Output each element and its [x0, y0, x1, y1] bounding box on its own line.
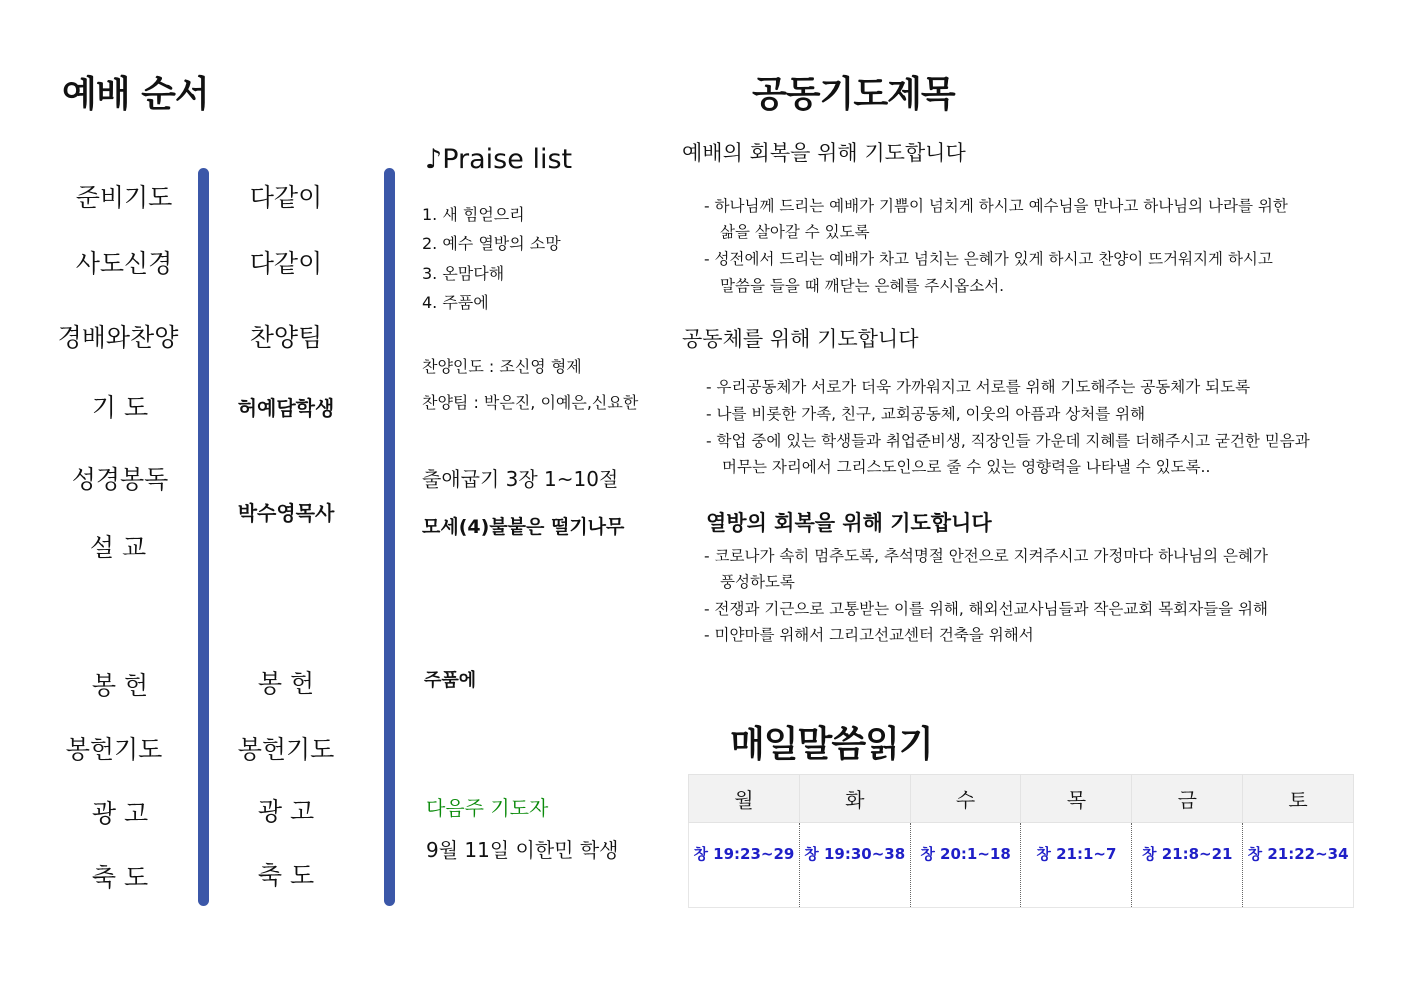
order-person-creed: 다같이 [249, 249, 323, 278]
prayer-line: - 성전에서 드리는 예배가 차고 넘치는 은혜가 있게 하시고 찬양이 뜨거워지게 하시고 [704, 250, 1273, 268]
prayer-topic-heading: 열방의 회복을 위해 기도합니다 [706, 511, 992, 535]
reading-passage: 창 19:30~38 [799, 823, 910, 908]
order-person-preacher: 박수영목사 [237, 501, 335, 525]
reading-passage: 창 21:8~21 [1132, 823, 1243, 908]
reading-day: 화 [799, 775, 910, 823]
order-label-sermon: 설 교 [89, 533, 147, 562]
reading-passage: 창 21:1~7 [1021, 823, 1132, 908]
prayer-line: 풍성하도록 [720, 573, 795, 591]
order-label-benediction: 축 도 [91, 863, 149, 892]
order-label-announcement: 광 고 [91, 799, 149, 828]
prayer-line: - 전쟁과 기근으로 고통받는 이를 위해, 해외선교사님들과 작은교회 목회자들을 위해 [704, 600, 1268, 618]
praise-item: 1. 새 힘얻으리 [422, 205, 525, 224]
order-label-praise: 경배와찬양 [57, 323, 179, 352]
order-person-praise: 찬양팀 [249, 323, 323, 352]
praise-item: 3. 온맘다해 [422, 264, 505, 283]
order-label-prayer: 기 도 [91, 393, 149, 422]
reading-day: 토 [1243, 775, 1354, 823]
prayer-line: 머무는 자리에서 그리스도인으로 줄 수 있는 영향력을 나타낼 수 있도록.. [722, 458, 1211, 476]
order-person-offering: 봉 헌 [257, 669, 315, 698]
reading-header-row [689, 775, 1354, 823]
next-week-prayer-person: 9월 11일 이한민 학생 [426, 838, 619, 862]
prayer-title: 공동기도제목 [752, 74, 955, 115]
next-week-prayer-label: 다음주 기도자 [426, 796, 549, 820]
reading-passage: 창 20:1~18 [910, 823, 1021, 908]
reading-day: 수 [910, 775, 1021, 823]
order-person-prep-prayer: 다같이 [249, 183, 323, 212]
order-label-offering: 봉 헌 [91, 671, 149, 700]
daily-reading-table [688, 774, 1354, 908]
reading-day: 월 [689, 775, 800, 823]
praise-list-title: ♪Praise list [425, 144, 573, 175]
prayer-line: - 우리공동체가 서로가 더욱 가까워지고 서로를 위해 기도해주는 공동체가 되도록 [706, 378, 1251, 396]
reading-day: 목 [1021, 775, 1132, 823]
order-title: 예배 순서 [62, 74, 209, 115]
order-label-offering-prayer: 봉헌기도 [65, 735, 163, 764]
reading-passage-row [689, 823, 1354, 908]
prayer-topic-heading: 예배의 회복을 위해 기도합니다 [682, 141, 966, 165]
prayer-line: - 하나님께 드리는 예배가 기쁨이 넘치게 하시고 예수님을 만나고 하나님의 나라를 위한 [704, 197, 1288, 215]
prayer-line: - 미얀마를 위해서 그리고선교센터 건축을 위해서 [704, 626, 1034, 644]
prayer-line: 말씀을 들을 때 깨닫는 은혜를 주시옵소서. [720, 277, 1005, 295]
prayer-line: - 학업 중에 있는 학생들과 취업준비생, 직장인들 가운데 지혜를 더해주시고 굳건한 믿음과 [706, 432, 1310, 450]
offering-song: 주품에 [424, 670, 477, 691]
prayer-topic-heading: 공동체를 위해 기도합니다 [682, 327, 919, 351]
order-person-offering-prayer: 봉헌기도 [237, 735, 335, 764]
prayer-line: 삶을 살아갈 수 있도록 [720, 223, 870, 241]
order-person-benediction: 축 도 [257, 861, 315, 890]
praise-team: 찬양팀 : 박은진, 이예은,신요한 [422, 393, 639, 412]
order-label-scripture: 성경봉독 [71, 465, 169, 494]
scripture-reference: 출애굽기 3장 1~10절 [422, 467, 619, 491]
praise-item: 2. 예수 열방의 소망 [422, 234, 561, 253]
order-person-announcement: 광 고 [257, 797, 315, 826]
order-label-prep-prayer: 준비기도 [75, 183, 173, 212]
order-divider-right [384, 168, 395, 906]
daily-reading-title: 매일말씀읽기 [730, 724, 933, 765]
order-person-prayer: 허예담학생 [237, 396, 335, 420]
order-label-creed: 사도신경 [75, 249, 173, 278]
reading-day: 금 [1132, 775, 1243, 823]
reading-passage: 창 19:23~29 [689, 823, 800, 908]
prayer-line: - 나를 비롯한 가족, 친구, 교회공동체, 이웃의 아픔과 상처를 위해 [706, 405, 1146, 423]
praise-leader: 찬양인도 : 조신영 형제 [422, 357, 582, 376]
praise-item: 4. 주품에 [422, 293, 489, 312]
sermon-title: 모세(4)불붙은 떨기나무 [422, 516, 625, 538]
prayer-line: - 코로나가 속히 멈추도록, 추석명절 안전으로 지켜주시고 가정마다 하나님의 은혜가 [704, 547, 1268, 565]
reading-passage: 창 21:22~34 [1243, 823, 1354, 908]
